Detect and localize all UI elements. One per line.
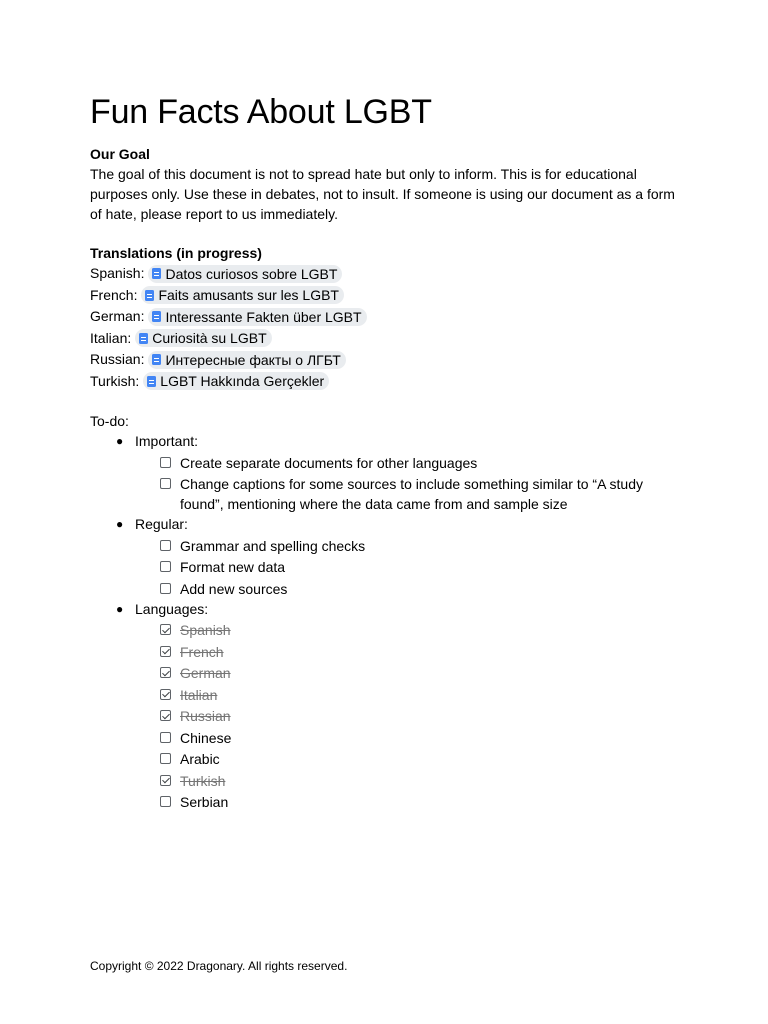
task-item [135, 474, 680, 514]
checkbox-icon[interactable] [160, 540, 171, 551]
google-doc-icon [139, 333, 148, 344]
task-item [135, 728, 680, 748]
task-item [135, 642, 680, 662]
task-item [135, 536, 680, 556]
task-list [135, 536, 680, 599]
task-item [135, 749, 680, 769]
translation-language: German: [90, 308, 145, 324]
task-text: German [180, 665, 231, 681]
task-item [135, 771, 680, 791]
translations-list [90, 263, 680, 392]
copyright-footer: Copyright © 2022 Dragonary. All rights reserved. [90, 959, 348, 973]
translation-row-russian [90, 349, 680, 371]
google-doc-icon [152, 311, 161, 322]
checkbox-checked-icon[interactable] [160, 689, 171, 700]
bullet-icon: ● [116, 601, 124, 616]
task-text: Russian [180, 708, 231, 724]
task-text: Chinese [180, 729, 232, 746]
doc-link-chip-german[interactable] [148, 308, 366, 326]
doc-link-title: LGBT Hakkında Gerçekler [160, 373, 325, 390]
checkbox-icon[interactable] [160, 561, 171, 572]
todo-group-label: Important: [135, 433, 199, 449]
translation-language: Spanish: [90, 265, 145, 281]
task-item [135, 663, 680, 683]
task-item [135, 792, 680, 812]
spacer [90, 224, 680, 243]
bullet-icon: ● [116, 434, 124, 448]
checkbox-icon[interactable] [160, 732, 171, 743]
todo-group-label: Regular: [135, 516, 188, 532]
task-text: Spanish [180, 622, 231, 638]
checkbox-checked-icon[interactable] [160, 624, 171, 635]
task-item [135, 453, 680, 473]
checkbox-icon[interactable] [160, 457, 171, 468]
google-doc-icon [145, 290, 154, 301]
task-list [135, 620, 680, 812]
document-title: Fun Facts About LGBT [90, 93, 432, 131]
translation-row-spanish [90, 263, 680, 285]
doc-link-title: Интересные факты о ЛГБТ [165, 351, 341, 368]
doc-link-chip-spanish[interactable] [148, 265, 342, 283]
task-text: Arabic [180, 751, 220, 767]
google-doc-icon [152, 268, 161, 279]
translation-language: Turkish: [90, 372, 140, 389]
checkbox-icon[interactable] [160, 796, 171, 807]
doc-link-chip-russian[interactable] [148, 351, 345, 369]
task-item [135, 579, 680, 599]
translation-row-german [90, 306, 680, 328]
todo-group-regular [90, 514, 680, 599]
task-item [135, 685, 680, 705]
goal-heading: Our Goal [90, 146, 150, 162]
checkbox-icon[interactable] [160, 583, 171, 594]
doc-link-title: Interessante Fakten über LGBT [165, 308, 362, 325]
task-item [135, 706, 680, 726]
translation-row-french [90, 285, 680, 307]
task-text: Create separate documents for other languages [180, 454, 478, 471]
doc-link-title: Datos curiosos sobre LGBT [165, 265, 338, 282]
checkbox-icon[interactable] [160, 478, 171, 489]
task-item [135, 557, 680, 577]
doc-link-title: Faits amusants sur les LGBT [158, 287, 339, 304]
task-item [135, 620, 680, 640]
bullet-icon: ● [116, 517, 124, 531]
task-list [135, 453, 680, 515]
translation-row-italian [90, 328, 680, 350]
doc-link-chip-turkish[interactable] [143, 372, 329, 390]
doc-link-title: Curiosità su LGBT [152, 330, 267, 347]
google-doc-icon [152, 354, 161, 365]
checkbox-icon[interactable] [160, 753, 171, 764]
todo-group-languages [90, 599, 680, 813]
task-text: Italian [180, 686, 218, 703]
task-text: Grammar and spelling checks [180, 537, 366, 554]
doc-link-chip-italian[interactable] [135, 329, 271, 347]
translation-language: Russian: [90, 351, 145, 367]
todo-group-label: Languages: [135, 600, 209, 617]
checkbox-checked-icon[interactable] [160, 710, 171, 721]
translations-heading: Translations (in progress) [90, 245, 262, 261]
checkbox-checked-icon[interactable] [160, 646, 171, 657]
translation-language: Italian: [90, 329, 132, 346]
task-text: French [180, 643, 224, 660]
translation-language: French: [90, 286, 138, 303]
translation-row-turkish [90, 371, 680, 393]
checkbox-checked-icon[interactable] [160, 775, 171, 786]
task-text: Serbian [180, 794, 229, 810]
task-text: Format new data [180, 559, 286, 575]
doc-link-chip-french[interactable] [141, 286, 344, 304]
todo-label: To-do: [90, 413, 129, 429]
document-body [90, 90, 680, 812]
task-text: Turkish [180, 772, 226, 789]
spacer [90, 392, 680, 411]
todo-list [90, 431, 680, 812]
task-text: Change captions for some sources to include something similar to “A study found”, mentioning where the data came from and sample size [180, 476, 644, 512]
goal-text: The goal of this document is not to spread hate but only to inform. This is for educational purposes only. Use these in debates, not to insult. If someone is using our document as a form of hate, please report to us immediately. [90, 166, 675, 222]
task-text: Add new sources [180, 580, 288, 597]
todo-group-important [90, 431, 680, 514]
checkbox-checked-icon[interactable] [160, 667, 171, 678]
google-doc-icon [147, 376, 156, 387]
